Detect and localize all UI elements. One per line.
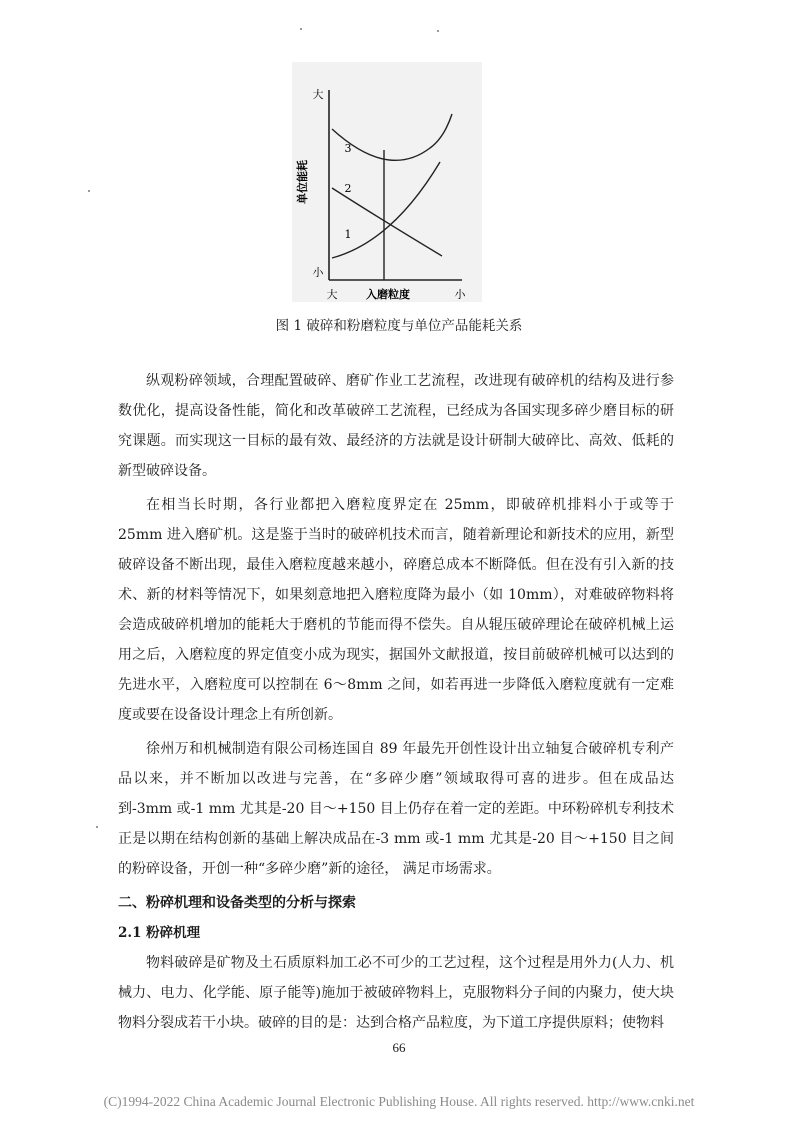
curve-2-label: 2 [344,182,352,195]
x-axis-label: 入磨粒度 [366,288,410,301]
y-top-label: 大 [312,88,324,101]
curve-3-label: 3 [344,142,352,155]
energy-curve-chart [292,62,482,302]
paragraph-2: 在相当长时期，各行业都把入磨粒度界定在 25mm，即破碎机排料小于或等于 25mm 进入磨矿机。这是鉴于当时的破碎机技术而言，随着新理论和新技术的应用，新型破碎设备不断出现，最佳入磨粒度越来越小，碎磨总成本不断降低。但在没有引入新的技术、新的材料等情况下，如果刻意地把入磨粒度降为最小（如 10mm），对难破碎物料将会造成破碎机增加的能耗大于磨机的节能而得不偿失。自从辊压破碎理论在破碎机械上运用之后，入磨粒度的界定值变小成为现实，据国外文献报道，按目前破碎机械可以达到的先进水平，入磨粒度可以控制在 6～8mm 之间，如若再进一步降低入磨粒度就有一定难度或要在设备设计理念上有所创新。 [118,497,674,723]
x-left-label: 大 [326,288,338,301]
energy-granularity-figure [292,62,482,302]
curve-2 [332,188,442,256]
page-number: 66 [392,1040,406,1055]
paragraph-3: 徐州万和机械制造有限公司杨连国自 89 年最先开创性设计出立轴复合破碎机专利产品以来，并不断加以改进与完善，在“多碎少磨”领域取得可喜的进步。但在成品达到-3mm 或-1 mm 尤其是-20 目～+150 目上仍存在着一定的差距。中环粉碎机专利技术正是以期在结构创新的基础上解决成品在-3 mm 或-1 mm 尤其是-20 目～+150 目之间的粉碎设备，开创一种“多碎少磨”新的途径， 满足市场需求。 [118,741,674,877]
paragraph-1: 纵观粉碎领域，合理配置破碎、磨矿作业工艺流程，改进现有破碎机的结构及进行参数优化，提高设备性能，简化和改革破碎工艺流程，已经成为各国实现多碎少磨目标的研究课题。而实现这一目标的最有效、最经济的方法就是设计研制大破碎比、高效、低耗的新型破碎设备。 [118,373,674,479]
subsection-heading: 2.1 粉碎机理 [118,925,201,941]
paragraph-4: 物料破碎是矿物及土石质原料加工必不可少的工艺过程，这个过程是用外力(人力、机械力、电力、化学能、原子能等)施加于被破碎物料上，克服物料分子间的内聚力，使大块物料分裂成若干小块。破碎的目的是：达到合格产品粒度，为下道工序提供原料；使物料 [118,955,674,1031]
y-axis-label: 单位能耗 [296,160,309,204]
scan-speck [437,30,439,32]
y-bottom-label: 小 [312,266,324,279]
curve-1 [332,162,440,258]
x-right-label: 小 [454,288,466,301]
curve-1-label: 1 [344,228,352,241]
copyright-footer: (C)1994-2022 China Academic Journal Electronic Publishing House. All rights reserved. http://www.cnki.net [103,1094,695,1109]
article-body [118,366,674,1042]
scan-speck [96,826,98,828]
section-heading: 二、粉碎机理和设备类型的分析与探索 [118,895,356,911]
scan-speck [300,28,302,30]
figure-caption: 图 1 破碎和粉磨粒度与单位产品能耗关系 [275,318,523,334]
scan-speck [88,190,90,192]
